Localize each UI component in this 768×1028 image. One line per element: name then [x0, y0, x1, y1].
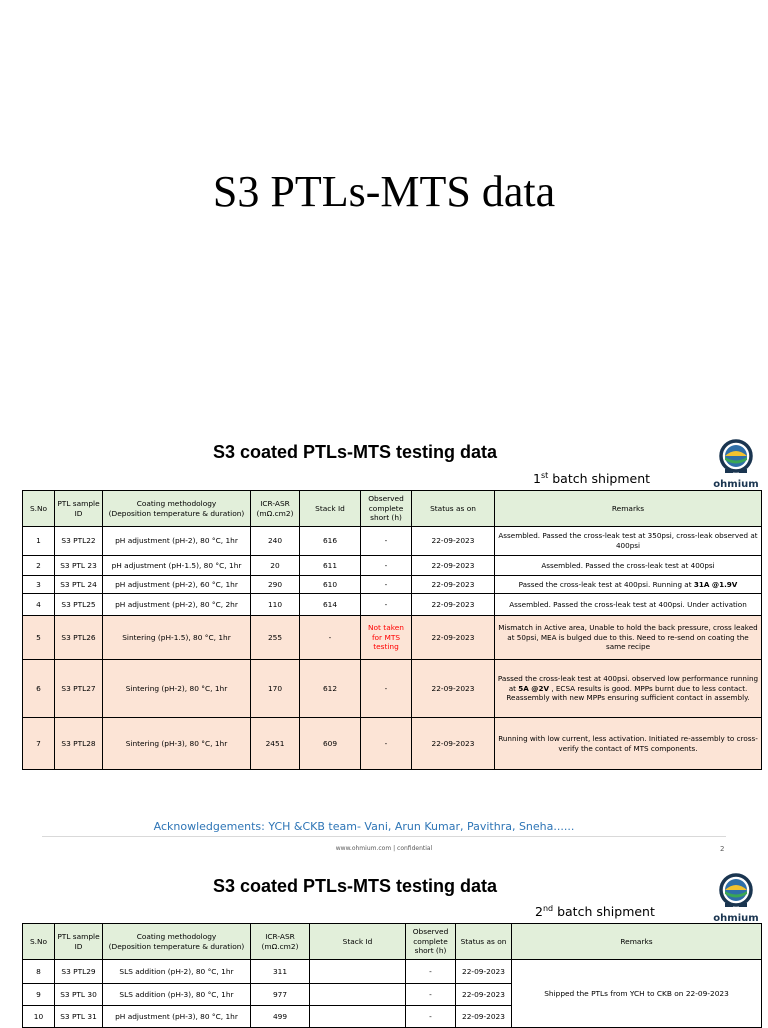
cell-status: 22-09-2023 — [412, 527, 495, 556]
cell-remarks-merged: Shipped the PTLs from YCH to CKB on 22-09-2023 — [512, 960, 762, 1028]
cell-sno: 5 — [23, 616, 55, 660]
table-row — [23, 616, 762, 660]
header-status: Status as on — [412, 491, 495, 527]
cell-method: pH adjustment (pH-1.5), 80 °C, 1hr — [103, 556, 251, 576]
cell-icr: 255 — [251, 616, 300, 660]
cell-stack: 612 — [300, 660, 361, 718]
cell-sno: 1 — [23, 527, 55, 556]
ohmium-logo-icon — [709, 438, 763, 474]
header-remarks: Remarks — [512, 924, 762, 960]
cell-remarks: Assembled. Passed the cross-leak test at 400psi — [495, 556, 762, 576]
cell-method: SLS addition (pH-3), 80 °C, 1hr — [103, 984, 251, 1006]
cell-status: 22-09-2023 — [412, 594, 495, 616]
header-observed-short: Observed complete short (h) — [361, 491, 412, 527]
cell-observed: - — [361, 718, 412, 770]
cell-status: 22-09-2023 — [412, 616, 495, 660]
cell-sno: 6 — [23, 660, 55, 718]
header-remarks: Remarks — [495, 491, 762, 527]
cell-icr: 240 — [251, 527, 300, 556]
cell-remarks: Passed the cross-leak test at 400psi. observed low performance running at 5A @2V , ECSA results is good. MPPs burnt due to less contact. Reassembly with new MPPs ensuring sufficient contact in assembly. — [495, 660, 762, 718]
cell-observed: - — [406, 984, 456, 1006]
cell-method: pH adjustment (pH-2), 80 °C, 1hr — [103, 527, 251, 556]
slide-first-batch — [0, 430, 768, 853]
cell-ptl: S3 PTL26 — [55, 616, 103, 660]
table-row — [23, 556, 762, 576]
table-header-row — [23, 491, 762, 527]
header-sno: S.No — [23, 924, 55, 960]
cell-sno: 7 — [23, 718, 55, 770]
header-coating-methodology: Coating methodology (Deposition temperature & duration) — [103, 924, 251, 960]
cell-status: 22-09-2023 — [456, 960, 512, 984]
cell-method: pH adjustment (pH-2), 80 °C, 2hr — [103, 594, 251, 616]
logo-text: ohmium — [713, 479, 759, 490]
page-number: 2 — [720, 845, 725, 853]
cell-stack — [310, 984, 406, 1006]
cell-icr: 290 — [251, 576, 300, 594]
cell-sno: 4 — [23, 594, 55, 616]
table-row — [23, 960, 762, 984]
table-row — [23, 576, 762, 594]
cell-stack: 616 — [300, 527, 361, 556]
header-icr-asr: ICR-ASR (mΩ.cm2) — [251, 924, 310, 960]
table-row — [23, 527, 762, 556]
footer-divider — [42, 836, 726, 837]
table-row — [23, 718, 762, 770]
cell-icr: 499 — [251, 1006, 310, 1028]
cell-sno: 9 — [23, 984, 55, 1006]
cell-remarks: Assembled. Passed the cross-leak test at 400psi. Under activation — [495, 594, 762, 616]
cell-remarks: Passed the cross-leak test at 400psi. Running at 31A @1.9V — [495, 576, 762, 594]
ohmium-logo-icon — [709, 872, 763, 908]
batch-label: 1st batch shipment — [533, 471, 651, 487]
cell-status: 22-09-2023 — [412, 660, 495, 718]
table-header-row — [23, 924, 762, 960]
header-icr-asr: ICR-ASR (mΩ.cm2) — [251, 491, 300, 527]
cell-stack: 610 — [300, 576, 361, 594]
cell-observed: - — [361, 576, 412, 594]
cell-method: Sintering (pH-3), 80 °C, 1hr — [103, 718, 251, 770]
cell-observed: Not taken for MTS testing — [361, 616, 412, 660]
cell-method: SLS addition (pH-2), 80 °C, 1hr — [103, 960, 251, 984]
header-stack-id: Stack Id — [310, 924, 406, 960]
cell-icr: 110 — [251, 594, 300, 616]
ohmium-logo — [709, 872, 763, 924]
cell-ptl: S3 PTL27 — [55, 660, 103, 718]
header-ptl-sample-id: PTL sample ID — [55, 491, 103, 527]
slide-title: S3 coated PTLs-MTS testing data — [212, 876, 498, 896]
table-row — [23, 660, 762, 718]
cell-status: 22-09-2023 — [412, 718, 495, 770]
header-ptl-sample-id: PTL sample ID — [55, 924, 103, 960]
cell-sno: 2 — [23, 556, 55, 576]
cell-remarks: Running with low current, less activation. Initiated re-assembly to cross-verify the contact of MTS components. — [495, 718, 762, 770]
cell-observed: - — [361, 660, 412, 718]
cell-method: pH adjustment (pH-3), 80 °C, 1hr — [103, 1006, 251, 1028]
cell-ptl: S3 PTL 23 — [55, 556, 103, 576]
cell-ptl: S3 PTL 31 — [55, 1006, 103, 1028]
cell-sno: 8 — [23, 960, 55, 984]
cell-icr: 311 — [251, 960, 310, 984]
cell-observed: - — [406, 960, 456, 984]
cell-stack: - — [300, 616, 361, 660]
header-observed-short: Observed complete short (h) — [406, 924, 456, 960]
cell-observed: - — [361, 527, 412, 556]
cell-sno: 10 — [23, 1006, 55, 1028]
testing-data-table — [22, 923, 762, 1028]
cell-stack: 614 — [300, 594, 361, 616]
footer-text: www.ohmium.com | confidential — [335, 845, 433, 852]
cell-sno: 3 — [23, 576, 55, 594]
header-status: Status as on — [456, 924, 512, 960]
cell-stack — [310, 1006, 406, 1028]
cell-icr: 2451 — [251, 718, 300, 770]
cell-ptl: S3 PTL 30 — [55, 984, 103, 1006]
cell-method: pH adjustment (pH-2), 60 °C, 1hr — [103, 576, 251, 594]
cell-ptl: S3 PTL29 — [55, 960, 103, 984]
ohmium-logo — [709, 438, 763, 490]
cell-icr: 20 — [251, 556, 300, 576]
cell-method: Sintering (pH-2), 80 °C, 1hr — [103, 660, 251, 718]
cell-status: 22-09-2023 — [456, 984, 512, 1006]
cell-observed: - — [406, 1006, 456, 1028]
cell-stack: 611 — [300, 556, 361, 576]
cell-ptl: S3 PTL28 — [55, 718, 103, 770]
cell-method: Sintering (pH-1.5), 80 °C, 1hr — [103, 616, 251, 660]
cell-stack — [310, 960, 406, 984]
cell-status: 22-09-2023 — [412, 556, 495, 576]
header-coating-methodology: Coating methodology (Deposition temperature & duration) — [103, 491, 251, 527]
slide-title: S3 coated PTLs-MTS testing data — [212, 442, 498, 462]
cell-icr: 977 — [251, 984, 310, 1006]
cell-ptl: S3 PTL22 — [55, 527, 103, 556]
cell-stack: 609 — [300, 718, 361, 770]
cell-remarks: Assembled. Passed the cross-leak test at 350psi, cross-leak observed at 400psi — [495, 527, 762, 556]
logo-text: ohmium — [713, 913, 759, 924]
cell-observed: - — [361, 556, 412, 576]
cell-status: 22-09-2023 — [456, 1006, 512, 1028]
acknowledgements: Acknowledgements: YCH &CKB team- Vani, Arun Kumar, Pavithra, Sneha...... — [153, 820, 575, 833]
cell-ptl: S3 PTL25 — [55, 594, 103, 616]
cell-icr: 170 — [251, 660, 300, 718]
cell-status: 22-09-2023 — [412, 576, 495, 594]
table-row — [23, 594, 762, 616]
testing-data-table — [22, 490, 762, 770]
header-stack-id: Stack Id — [300, 491, 361, 527]
header-sno: S.No — [23, 491, 55, 527]
cell-observed: - — [361, 594, 412, 616]
cell-ptl: S3 PTL 24 — [55, 576, 103, 594]
page-title: S3 PTLs-MTS data — [212, 167, 556, 216]
cell-remarks: Mismatch in Active area, Unable to hold the back pressure, cross leaked at 50psi, MEA is bulged due to this. Need to re-send on coating the same recipe — [495, 616, 762, 660]
slide-second-batch — [0, 868, 768, 1024]
batch-label: 2nd batch shipment — [535, 904, 655, 920]
